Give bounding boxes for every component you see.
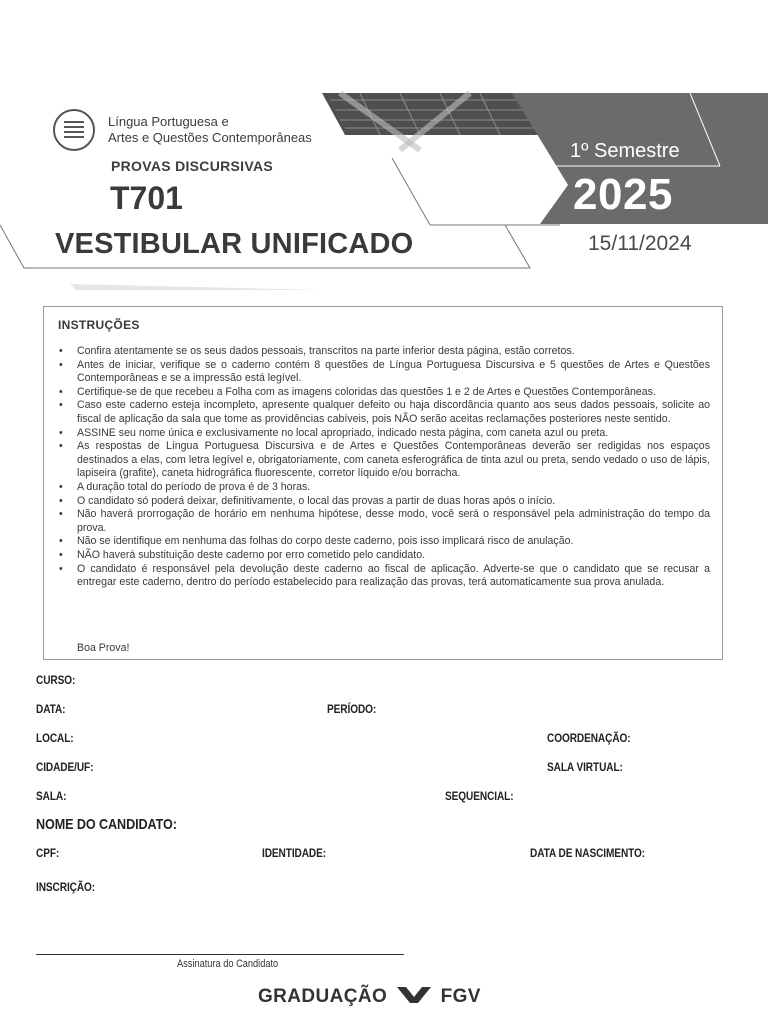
exam-year: 2025 xyxy=(573,170,673,219)
subject-line-1: Língua Portuguesa e xyxy=(108,114,229,129)
field-sala-virtual: SALA VIRTUAL: xyxy=(547,760,623,774)
instruction-item: • As respostas de Língua Portuguesa Discursiva e de Artes e Questões Contemporâneas deverão ser redigidas nos espaços destinados a elas, com letra legível e, obrigatoriamente, com caneta esferográfica de tinta azul ou preta, sendo vedado o uso de lápis, lapiseira (grafite), caneta hidrográfica fluorescente, corretor líquido e/ou borracha. xyxy=(58,440,710,481)
field-cpf: CPF: xyxy=(36,846,60,860)
exam-code: T701 xyxy=(110,180,183,216)
subject-title xyxy=(108,114,312,146)
field-local: LOCAL: xyxy=(36,731,74,745)
signature-line xyxy=(36,954,404,955)
field-data: DATA: xyxy=(36,702,66,716)
subject-line-2: Artes e Questões Contemporâneas xyxy=(108,130,312,145)
exam-date: 15/11/2024 xyxy=(588,232,692,255)
field-sala: SALA: xyxy=(36,789,67,803)
fgv-chevron-logo xyxy=(397,987,431,1003)
footer-brand xyxy=(258,986,481,1008)
field-identidade: IDENTIDADE: xyxy=(262,846,327,860)
semester-label: 1º Semestre xyxy=(570,140,680,162)
instruction-item: • Caso este caderno esteja incompleto, apresente qualquer defeito ou haja discordância quanto aos seus dados pessoais, solicite ao fiscal de aplicação da sala que tome as providências cabíveis, pois NÃO serão aceitas reclamações posteriores neste sentido. xyxy=(58,399,710,426)
instruction-item: • O candidato é responsável pela devolução deste caderno ao fiscal de aplicação. Adverte-se que o candidato que se recusar a entregar este caderno, dentro do período estabelecido para realização das provas, terá automaticamente sua prova anulada. xyxy=(58,563,710,590)
field-periodo: PERÍODO: xyxy=(327,702,377,716)
field-cidade-uf: CIDADE/UF: xyxy=(36,760,94,774)
field-inscricao: INSCRIÇÃO: xyxy=(36,880,96,894)
instruction-item: • ASSINE seu nome única e exclusivamente no local apropriado, indicado nesta página, com caneta azul ou preta. xyxy=(58,427,710,441)
instruction-item: • NÃO haverá substituição deste caderno por erro cometido pelo candidato. xyxy=(58,549,710,563)
footer-fgv: FGV xyxy=(440,986,481,1007)
signature-label: Assinatura do Candidato xyxy=(177,958,279,970)
instruction-item: • Antes de iniciar, verifique se o caderno contém 8 questões de Língua Portuguesa Discursiva e 5 questões de Artes e Questões Contemporâneas e se a impressão está legível. xyxy=(58,359,710,386)
exam-name: VESTIBULAR UNIFICADO xyxy=(55,228,414,260)
field-sequencial: SEQUENCIAL: xyxy=(445,789,514,803)
instruction-item: • Não haverá prorrogação de horário em nenhuma hipótese, desse modo, você será o responsável pela administração do tempo da prova. xyxy=(58,508,710,535)
closing-message: Boa Prova! xyxy=(77,642,130,654)
instructions-list xyxy=(58,345,710,590)
footer-graduacao: GRADUAÇÃO xyxy=(258,986,388,1007)
document-lines-icon xyxy=(52,108,96,152)
field-data-nascimento: DATA DE NASCIMENTO: xyxy=(530,846,646,860)
instruction-item: • Não se identifique em nenhuma das folhas do corpo deste caderno, pois isso implicará risco de anulação. xyxy=(58,535,710,549)
instruction-item: • Certifique-se de que recebeu a Folha com as imagens coloridas das questões 1 e 2 de Artes e Questões Contemporâneas. xyxy=(58,386,710,400)
instruction-item: • Confira atentamente se os seus dados pessoais, transcritos na parte inferior desta página, estão corretos. xyxy=(58,345,710,359)
exam-type: PROVAS DISCURSIVAS xyxy=(111,158,274,174)
instruction-item: • A duração total do período de prova é de 3 horas. xyxy=(58,481,710,495)
field-coordenacao: COORDENAÇÃO: xyxy=(547,731,631,745)
instruction-item: • O candidato só poderá deixar, definitivamente, o local das provas a partir de duas horas após o início. xyxy=(58,495,710,509)
instructions-title: INSTRUÇÕES xyxy=(58,318,140,332)
field-curso: CURSO: xyxy=(36,673,76,687)
field-nome-candidato: NOME DO CANDIDATO: xyxy=(36,816,177,833)
